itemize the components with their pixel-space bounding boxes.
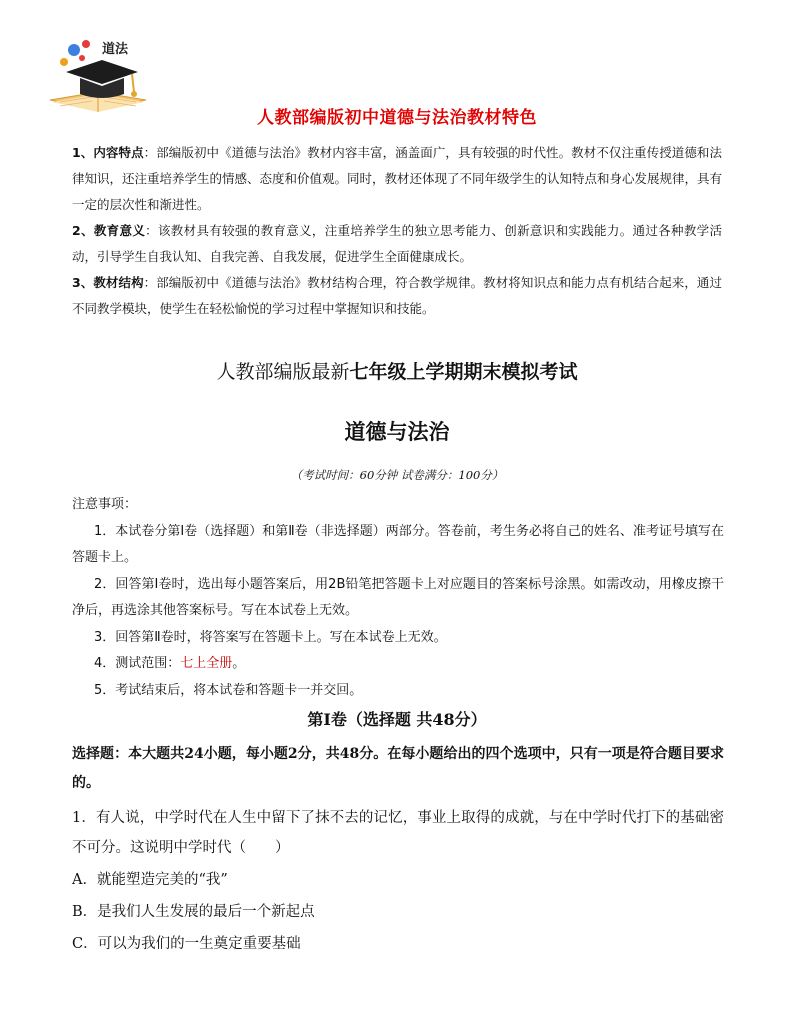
question-stem: 1．有人说，中学时代在人生中留下了抹不去的记忆，事业上取得的成就，与在中学时代打下的基础密不可分。这说明中学时代（ ） (72, 810, 724, 856)
intro-item-text: 部编版初中《道德与法治》教材内容丰富，涵盖面广，具有较强的时代性。教材不仅注重传授道德和法律知识，还注重培养学生的情感、态度和价值观。同时，教材还体现了不同年级学生的认知特点和身心发展规律，具有一定的层次性和渐进性。 (72, 145, 723, 212)
notes-item (72, 651, 724, 678)
header-title: 人教部编版初中道德与法治教材特色 (257, 108, 537, 128)
intro-item-sep: ： (143, 145, 157, 160)
section-title: 第Ⅰ卷（选择题 共48分） (307, 710, 487, 729)
intro-item-sep: ： (145, 223, 158, 238)
notes-item: 2．回答第Ⅰ卷时，选出每小题答案后，用2B铅笔把答题卡上对应题目的答案标号涂黑。如需改动，用橡皮擦干净后，再选涂其他答案标号。写在本试卷上无效。 (72, 576, 724, 618)
notes-item: 3．回答第Ⅱ卷时，将答案写在答题卡上。写在本试卷上无效。 (94, 629, 447, 645)
notes-item: 5．考试结束后，将本试卷和答题卡一并交回。 (94, 682, 363, 698)
intro-item (72, 270, 722, 322)
intro-item-label: 2、教育意义 (72, 223, 146, 238)
exam-subject: 道德与法治 (344, 420, 450, 444)
logo-text: 道法 (102, 42, 129, 57)
intro-item (72, 140, 722, 218)
section-instruction-text: 选择题：本大题共24小题，每小题2分，共48分。在每小题给出的四个选项中，只有一项是符合题目要求的。 (72, 746, 724, 791)
intro-item-label: 3、教材结构 (72, 275, 144, 290)
exam-title (0, 357, 794, 384)
intro-item-sep: ： (143, 275, 157, 290)
question-option-b: B．是我们人生发展的最后一个新起点 (72, 904, 315, 920)
intro-item-text: 部编版初中《道德与法治》教材结构合理，符合教学规律。教材将知识点和能力点有机结合起来，通过不同教学模块，使学生在轻松愉悦的学习过程中掌握知识和技能。 (72, 275, 722, 316)
intro-item-text: 该教材具有较强的教育意义，注重培养学生的独立思考能力、创新意识和实践能力。通过各种教学活动，引导学生自我认知、自我完善、自我发展，促进学生全面健康成长。 (72, 223, 722, 264)
question-option-a: A．就能塑造完美的“我” (72, 872, 228, 888)
notes-item: 1．本试卷分第Ⅰ卷（选择题）和第Ⅱ卷（非选择题）两部分。答卷前，考生务必将自己的姓名、准考证号填写在答题卡上。 (72, 523, 724, 565)
intro-section (72, 140, 722, 322)
notes-section (72, 492, 724, 704)
notes-item4-suffix: 。 (232, 656, 246, 671)
test-range-value: 七上全册 (180, 656, 233, 671)
intro-item-label: 1、内容特点 (72, 145, 144, 160)
intro-item (72, 218, 722, 270)
question-option-c: C．可以为我们的一生奠定重要基础 (72, 936, 301, 952)
question-1 (72, 803, 724, 959)
exam-info: （考试时间：60分钟 试卷满分：100分） (290, 468, 504, 482)
exam-title-prefix: 人教部编版最新 (216, 361, 350, 383)
notes-heading: 注意事项： (72, 497, 138, 512)
notes-item4-prefix: 4．测试范围： (94, 656, 181, 671)
exam-title-bold: 七年级上学期期末模拟考试 (349, 361, 578, 383)
section-instruction (72, 740, 724, 798)
